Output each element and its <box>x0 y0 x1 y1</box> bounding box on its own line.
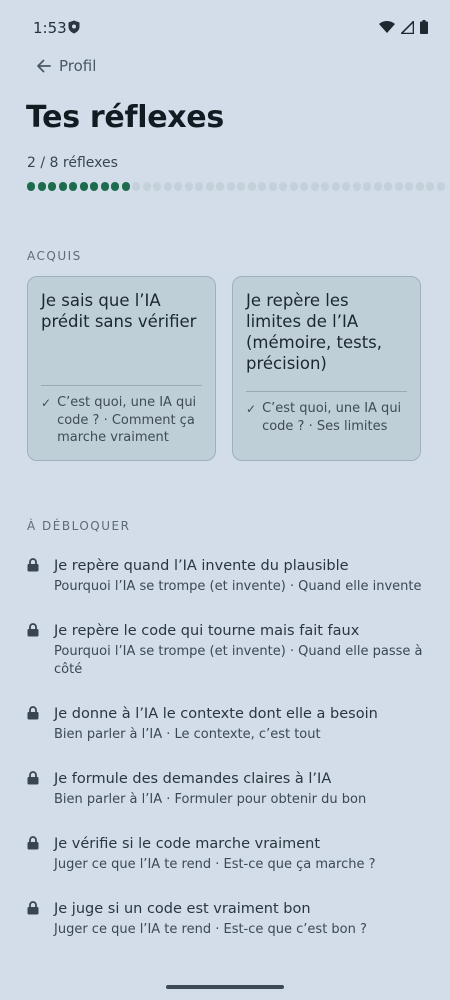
progress-dot-filled <box>27 182 35 191</box>
locked-item-subtitle: Juger ce que l’IA te rend · Est-ce que c’est bon ? <box>54 922 367 937</box>
progress-dot-filled <box>38 182 46 191</box>
lock-icon <box>27 771 39 785</box>
progress-dot-filled <box>122 182 130 191</box>
progress-dot-empty <box>237 182 245 191</box>
lock-icon <box>27 836 39 850</box>
progress-dot-empty <box>248 182 256 191</box>
progress-label: 2 / 8 réflexes <box>27 155 118 171</box>
progress-dot-empty <box>153 182 161 191</box>
locked-section-heading: À DÉBLOQUER <box>27 519 131 533</box>
progress-dot-empty <box>195 182 203 191</box>
shield-icon <box>68 20 80 34</box>
lock-icon <box>27 706 39 720</box>
progress-dot-empty <box>311 182 319 191</box>
locked-item-title: Je vérifie si le code marche vraiment <box>54 836 321 852</box>
progress-dot-empty <box>332 182 340 191</box>
locked-item-subtitle: Pourquoi l’IA se trompe (et invente) · Quand elle invente <box>54 579 422 594</box>
locked-item-title: Je formule des demandes claires à l’IA <box>54 771 332 787</box>
status-time: 1:53 <box>33 19 67 37</box>
progress-dot-empty <box>416 182 424 191</box>
progress-dot-empty <box>300 182 308 191</box>
progress-dot-filled <box>48 182 56 191</box>
check-icon: ✓ <box>246 402 257 416</box>
locked-item-title: Je repère quand l’IA invente du plausible <box>54 558 349 574</box>
progress-dot-empty <box>426 182 434 191</box>
locked-item-subtitle: Pourquoi l’IA se trompe (et invente) · Quand elle passe à côté <box>54 644 423 677</box>
progress-dot-empty <box>290 182 298 191</box>
progress-dot-empty <box>405 182 413 191</box>
progress-dot-empty <box>384 182 392 191</box>
locked-item[interactable] <box>27 899 427 939</box>
lock-icon <box>27 623 39 637</box>
arrow-left-icon <box>36 59 51 73</box>
lock-icon <box>27 901 39 915</box>
back-label: Profil <box>59 57 97 75</box>
progress-dot-empty <box>227 182 235 191</box>
locked-item-subtitle: Bien parler à l’IA · Le contexte, c’est tout <box>54 727 321 742</box>
progress-indicator <box>27 182 445 191</box>
back-button[interactable] <box>36 57 96 75</box>
locked-item-title: Je repère le code qui tourne mais fait faux <box>54 623 360 639</box>
progress-dot-empty <box>164 182 172 191</box>
page-title: Tes réflexes <box>26 100 224 135</box>
locked-item[interactable] <box>27 556 427 596</box>
progress-dot-filled <box>111 182 119 191</box>
card-title: Je sais que l’IA prédit sans vérifier <box>41 291 197 331</box>
wifi-icon <box>379 21 395 33</box>
locked-item-title: Je juge si un code est vraiment bon <box>54 901 311 917</box>
progress-dot-empty <box>216 182 224 191</box>
locked-item[interactable] <box>27 621 427 679</box>
card-title: Je repère les limites de l’IA (mémoire, tests, précision) <box>246 291 383 373</box>
progress-dot-filled <box>69 182 77 191</box>
progress-dot-filled <box>101 182 109 191</box>
locked-item-subtitle: Bien parler à l’IA · Formuler pour obtenir du bon <box>54 792 367 807</box>
card-divider <box>246 391 407 392</box>
status-bar <box>0 0 450 56</box>
acquired-card[interactable] <box>27 276 216 461</box>
progress-dot-empty <box>174 182 182 191</box>
locked-item-subtitle: Juger ce que l’IA te rend · Est-ce que ça marche ? <box>54 857 376 872</box>
battery-icon <box>420 20 428 34</box>
progress-dot-empty <box>353 182 361 191</box>
status-icons <box>379 20 428 34</box>
acquired-card[interactable] <box>232 276 421 461</box>
locked-item[interactable] <box>27 769 427 809</box>
progress-dot-empty <box>374 182 382 191</box>
progress-dot-empty <box>363 182 371 191</box>
progress-dot-empty <box>143 182 151 191</box>
cellular-signal-icon <box>401 21 414 34</box>
progress-dot-empty <box>258 182 266 191</box>
progress-dot-empty <box>206 182 214 191</box>
lock-icon <box>27 558 39 572</box>
progress-dot-filled <box>59 182 67 191</box>
progress-dot-empty <box>269 182 277 191</box>
progress-dot-empty <box>185 182 193 191</box>
progress-dot-empty <box>279 182 287 191</box>
locked-item-title: Je donne à l’IA le contexte dont elle a besoin <box>54 706 378 722</box>
home-indicator[interactable] <box>166 985 284 989</box>
locked-list <box>27 556 427 964</box>
progress-dot-filled <box>80 182 88 191</box>
progress-dot-empty <box>342 182 350 191</box>
progress-dot-empty <box>437 182 445 191</box>
card-divider <box>41 385 202 386</box>
progress-dot-empty <box>395 182 403 191</box>
progress-dot-empty <box>321 182 329 191</box>
locked-item[interactable] <box>27 834 427 874</box>
card-subtitle: C’est quoi, une IA qui code ? · Ses limites <box>262 401 402 434</box>
card-subtitle: C’est quoi, une IA qui code ? · Comment ça marche vraiment <box>57 395 197 445</box>
progress-dot-filled <box>90 182 98 191</box>
acquired-section-heading: ACQUIS <box>27 249 82 263</box>
check-icon: ✓ <box>41 396 52 410</box>
progress-dot-empty <box>132 182 140 191</box>
locked-item[interactable] <box>27 704 427 744</box>
